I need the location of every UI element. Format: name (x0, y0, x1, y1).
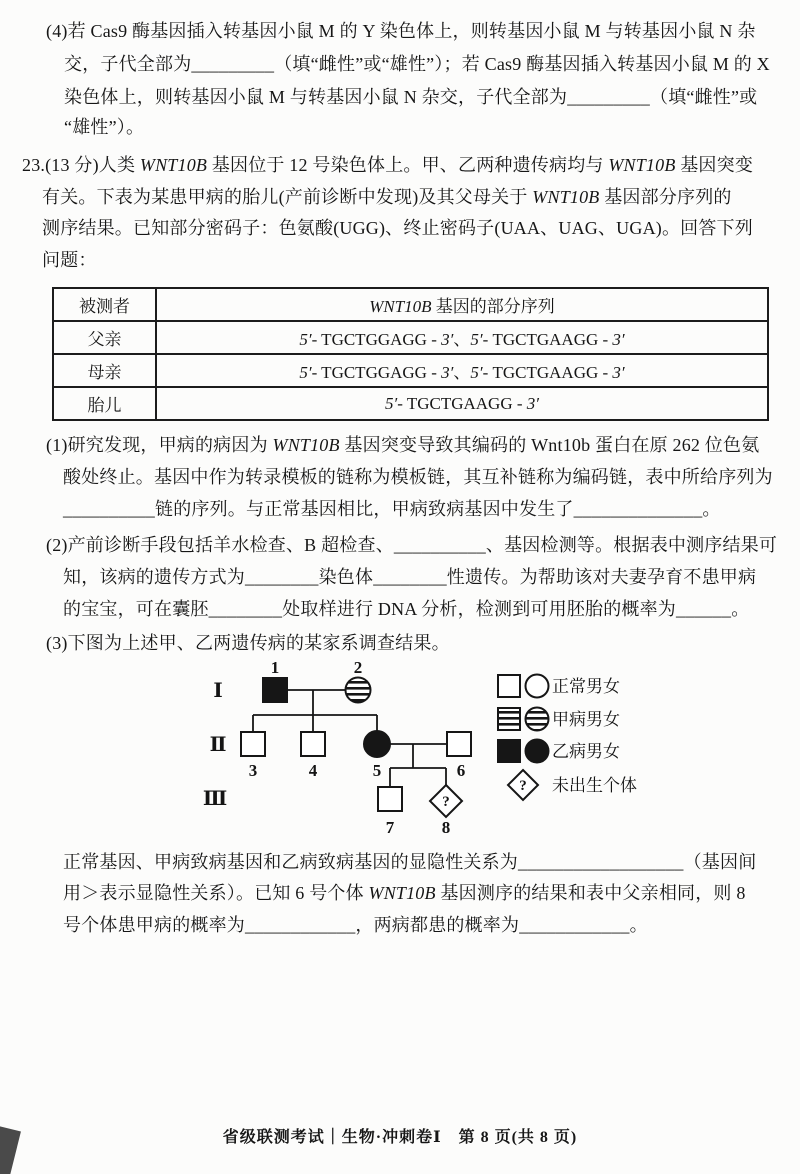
legend-question-mark: ? (519, 778, 527, 794)
legend-label: 乙病男女 (552, 742, 620, 761)
individual-2-affected-a-female-circle (346, 678, 371, 703)
table-header-sequence: WNT10B 基因的部分序列 (156, 288, 768, 321)
individual-number: 7 (385, 818, 395, 837)
table-cell-sequence: 5′- TGCTGGAGG - 3′、5′- TGCTGAAGG - 3′ (156, 321, 768, 354)
table-cell-subject: 母亲 (53, 354, 156, 387)
q23-line: 测序结果。已知部分密码子：色氨酸(UGG)、终止密码子(UAA、UAG、UGA)。回答下列 (42, 218, 753, 238)
individual-8-question-mark: ? (442, 794, 450, 810)
legend-label: 正常男女 (552, 677, 620, 696)
table-row (53, 387, 768, 420)
generation-label-1: Ⅰ (213, 680, 223, 702)
legend-disease-b-circle-icon (526, 740, 549, 763)
q23-line: 问题： (42, 250, 97, 270)
individual-number: 5 (372, 761, 382, 780)
legend-normal-circle-icon (526, 675, 549, 698)
table-header-subject: 被测者 (53, 288, 156, 321)
table-header-row (53, 288, 768, 321)
generation-label-3: Ⅲ (202, 788, 228, 810)
table-cell-subject: 父亲 (53, 321, 156, 354)
legend-disease-a-square-icon (498, 708, 520, 730)
legend-disease-b-square-icon (498, 740, 520, 762)
generation-label-2: Ⅱ (209, 734, 227, 756)
table-cell-sequence: 5′- TGCTGGAGG - 3′、5′- TGCTGAAGG - 3′ (156, 354, 768, 387)
table-cell-sequence: 5′- TGCTGAAGG - 3′ (156, 387, 768, 420)
legend-normal-square-icon (498, 675, 520, 697)
legend-label: 甲病男女 (552, 710, 620, 729)
q4-line: 染色体上，则转基因小鼠 M 与转基因小鼠 N 杂交，子代全部为_________（填“雌性”或 (64, 87, 758, 107)
individual-number: 2 (353, 658, 363, 677)
pedigree-diagram (195, 655, 695, 847)
q4-line: “雄性”）。 (64, 117, 145, 137)
page-footer: 省级联测考试｜生物·冲刺卷Ⅰ 第 8 页(共 8 页) (222, 1129, 578, 1146)
sequencing-table (52, 287, 769, 421)
legend-label: 未出生个体 (552, 776, 637, 795)
part1-line: 酸处终止。基因中作为转录模板的链称为模板链，其互补链称为编码链，表中所给序列为 (63, 467, 773, 487)
closing-line: 正常基因、甲病致病基因和乙病致病基因的显隐性关系为__________________（基因间 (63, 852, 757, 872)
q23-line: 有关。下表为某患甲病的胎儿(产前诊断中发现)及其父母关于 WNT10B 基因部分序列的 (42, 187, 732, 207)
individual-number: 1 (270, 658, 280, 677)
individual-4-normal-male-square (301, 732, 325, 756)
closing-line: 号个体患甲病的概率为____________，两病都患的概率为____________。 (63, 915, 648, 935)
closing-line: 用＞表示显隐性关系）。已知 6 号个体 WNT10B 基因测序的结果和表中父亲相同，则 8 (63, 883, 746, 903)
individual-number: 4 (308, 761, 318, 780)
part1-line: (1)研究发现，甲病的病因为 WNT10B 基因突变导致其编码的 Wnt10b 蛋白在原 262 位色氨 (46, 435, 760, 455)
individual-5-affected-b-female-circle (364, 731, 390, 757)
part3-intro: (3)下图为上述甲、乙两遗传病的某家系调查结果。 (46, 633, 450, 653)
part2-line: 的宝宝，可在囊胚________处取样进行 DNA 分析，检测到可用胚胎的概率为______。 (63, 599, 750, 619)
table-row (53, 321, 768, 354)
individual-number: 8 (441, 818, 451, 837)
legend-disease-a-circle-icon (526, 708, 549, 731)
individual-7-normal-male-square (378, 787, 402, 811)
table-cell-subject: 胎儿 (53, 387, 156, 420)
individual-6-normal-male-square (447, 732, 471, 756)
individual-3-normal-male-square (241, 732, 265, 756)
part1-line: __________链的序列。与正常基因相比，甲病致病基因中发生了______________。 (63, 499, 721, 519)
q4-line: (4)若 Cas9 酶基因插入转基因小鼠 M 的 Y 染色体上，则转基因小鼠 M 与转基因小鼠 N 杂 (46, 21, 756, 41)
pedigree-connectors (253, 690, 447, 787)
pedigree-legend (498, 675, 637, 801)
individual-number: 6 (456, 761, 466, 780)
q23-line: 23.(13 分)人类 WNT10B 基因位于 12 号染色体上。甲、乙两种遗传病均与 WNT10B 基因突变 (22, 155, 754, 175)
q4-line: 交，子代全部为_________（填“雌性”或“雄性”）；若 Cas9 酶基因插入转基因小鼠 M 的 X (64, 54, 770, 74)
part2-line: (2)产前诊断手段包括羊水检查、B 超检查、__________、基因检测等。根据表中测序结果可 (46, 535, 778, 555)
scan-artifact (0, 1126, 21, 1174)
individual-1-affected-b-male-square (263, 678, 287, 702)
individual-number: 3 (248, 761, 258, 780)
part2-line: 知，该病的遗传方式为________染色体________性遗传。为帮助该对夫妻孕育不患甲病 (63, 567, 757, 587)
table-row (53, 354, 768, 387)
